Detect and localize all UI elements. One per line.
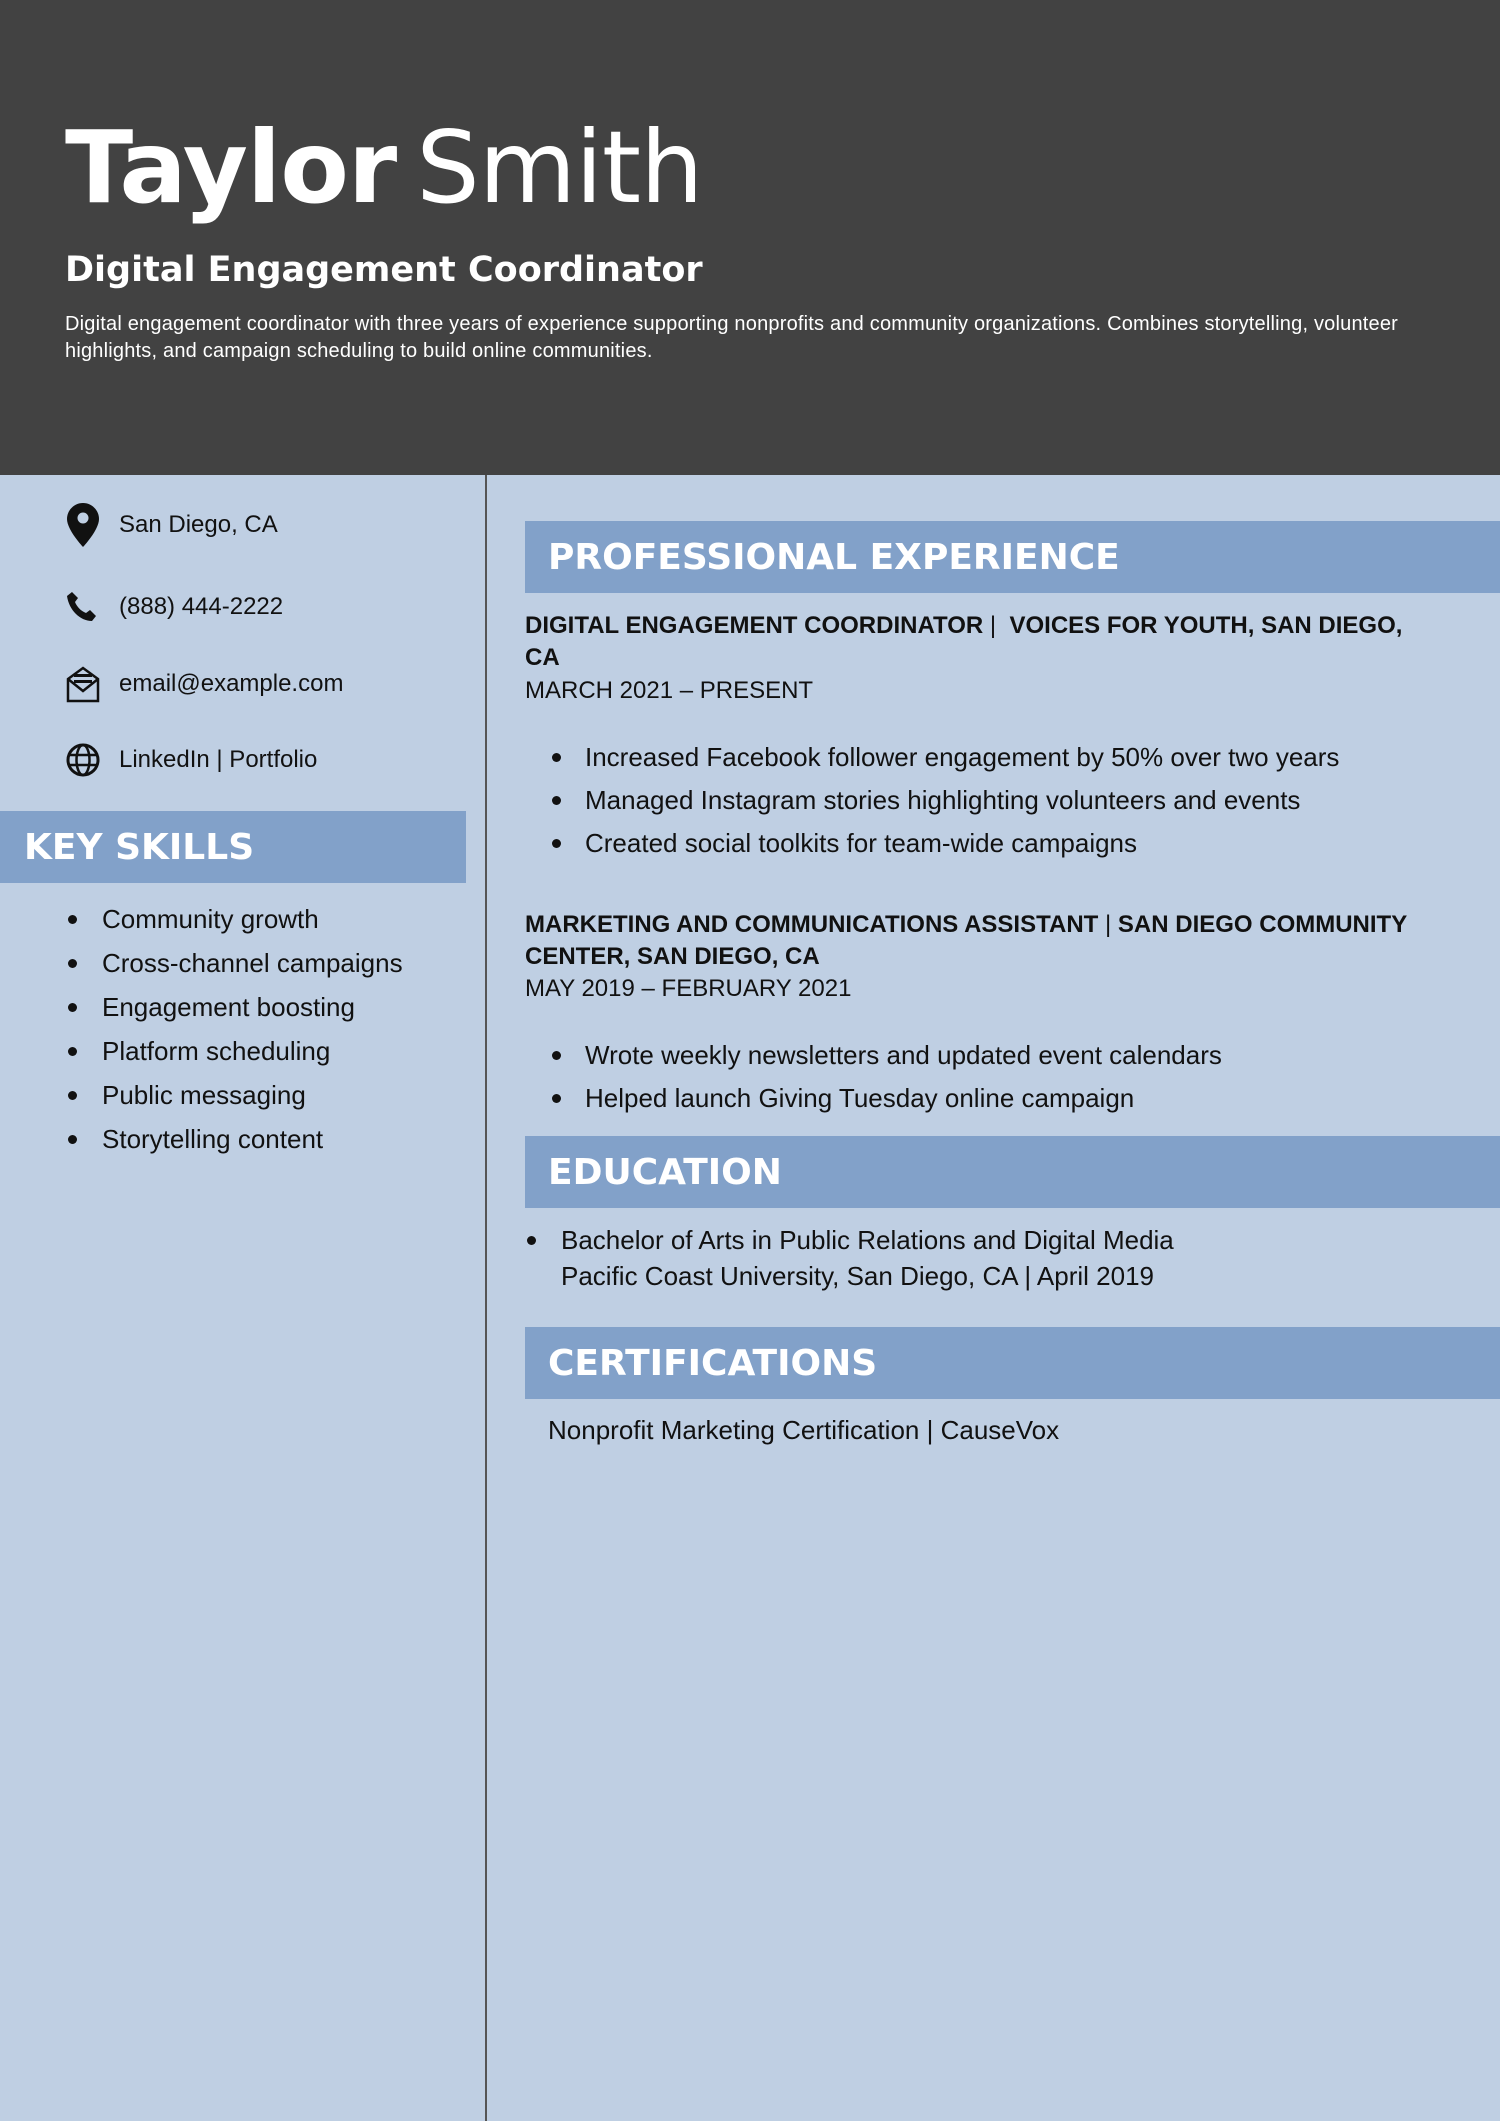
location-text: San Diego, CA xyxy=(119,511,278,538)
resume-header xyxy=(0,0,1500,475)
list-item: Created social toolkits for team-wide campaigns xyxy=(550,822,1339,865)
skill-item: Platform scheduling xyxy=(65,1029,403,1073)
contact-links xyxy=(65,738,317,782)
links-text[interactable]: LinkedIn | Portfolio xyxy=(119,746,318,773)
list-item: Helped launch Giving Tuesday online campaign xyxy=(550,1077,1222,1120)
phone-icon xyxy=(65,585,101,629)
school: Pacific Coast University, San Diego, CA | April 2019 xyxy=(561,1261,1154,1291)
key-skills-heading: KEY SKILLS xyxy=(0,811,466,883)
location-pin-icon xyxy=(65,503,101,547)
envelope-icon xyxy=(65,662,101,706)
skill-item: Community growth xyxy=(65,897,403,941)
globe-icon xyxy=(65,738,101,782)
job-2-dates: MAY 2019 – FEBRUARY 2021 xyxy=(525,975,852,1002)
professional-summary: Digital engagement coordinator with three years of experience supporting nonprofits and community organizations. Combines storytelling, volunteer highlights, and campaign scheduling to build online communities. xyxy=(65,313,1399,362)
job-2-role: MARKETING AND COMMUNICATIONS ASSISTANT xyxy=(525,911,1099,938)
certifications-heading: CERTIFICATIONS xyxy=(525,1327,1500,1399)
job-1-heading: DIGITAL ENGAGEMENT COORDINATOR | VOICES FOR YOUTH, SAN DIEGO, CA xyxy=(525,612,1403,671)
education-list xyxy=(525,1222,1174,1294)
skills-list xyxy=(65,897,403,1161)
degree: Bachelor of Arts in Public Relations and Digital Media xyxy=(561,1225,1174,1255)
education-heading: EDUCATION xyxy=(525,1136,1500,1208)
contact-email xyxy=(65,662,343,706)
job-1-dates: MARCH 2021 – PRESENT xyxy=(525,677,814,704)
phone-text: (888) 444-2222 xyxy=(119,593,284,620)
list-item: Wrote weekly newsletters and updated event calendars xyxy=(550,1034,1222,1077)
certification-item: Nonprofit Marketing Certification | CauseVox xyxy=(548,1415,1060,1445)
skill-item: Engagement boosting xyxy=(65,985,403,1029)
skill-item: Cross-channel campaigns xyxy=(65,941,403,985)
candidate-name xyxy=(65,108,702,228)
education-item xyxy=(525,1222,1174,1294)
contact-phone xyxy=(65,585,283,629)
job-title: Digital Engagement Coordinator xyxy=(65,250,703,290)
email-text[interactable]: email@example.com xyxy=(119,670,344,697)
last-name: Smith xyxy=(416,109,703,226)
job-1-role: DIGITAL ENGAGEMENT COORDINATOR xyxy=(525,612,984,639)
list-item: Increased Facebook follower engagement by 50% over two years xyxy=(550,736,1339,779)
skill-item: Storytelling content xyxy=(65,1117,403,1161)
skill-item: Public messaging xyxy=(65,1073,403,1117)
column-divider xyxy=(485,475,487,2121)
job-2-bullets xyxy=(550,1034,1222,1120)
list-item: Managed Instagram stories highlighting volunteers and events xyxy=(550,779,1339,822)
job-1-company: VOICES FOR YOUTH, SAN DIEGO, CA xyxy=(525,612,1403,671)
job-2-company: SAN DIEGO COMMUNITY CENTER, SAN DIEGO, CA xyxy=(525,911,1407,970)
experience-heading: PROFESSIONAL EXPERIENCE xyxy=(525,521,1500,593)
contact-location xyxy=(65,503,278,547)
first-name: Taylor xyxy=(65,109,397,226)
job-1-bullets xyxy=(550,736,1339,865)
job-2-heading: MARKETING AND COMMUNICATIONS ASSISTANT | SAN DIEGO COMMUNITY CENTER, SAN DIEGO, CA xyxy=(525,911,1407,970)
